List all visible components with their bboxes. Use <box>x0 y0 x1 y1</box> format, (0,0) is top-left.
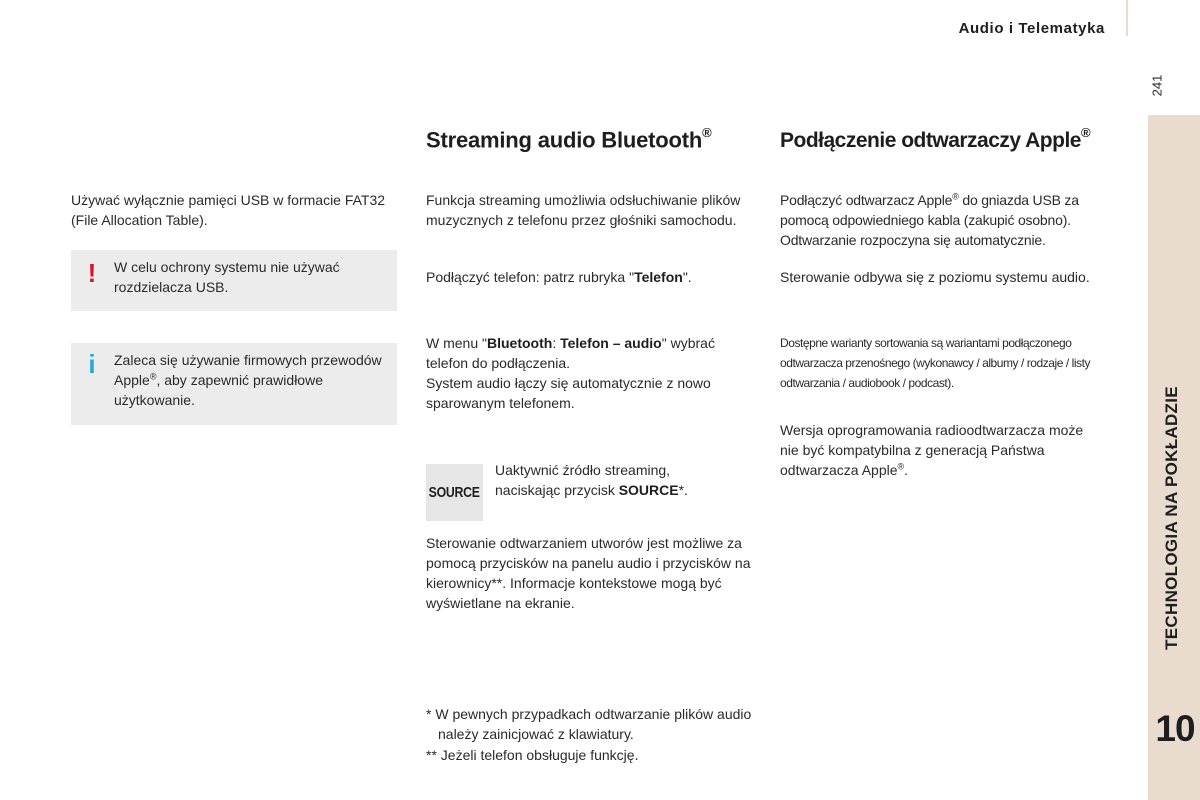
software-compat-text: Wersja oprogramowania radioodtwarzacza może nie być kompatybilna z generacją Państwa odtwarzacza Apple®. <box>780 422 1084 478</box>
sorting-variants-text: Dostępne warianty sortowania są wariantami podłączonego odtwarzacza przenośnego (wykonawcy / albumy / rodzaje / listy odtwarzania / audiobook / podcast). <box>780 336 1091 390</box>
side-tab-label <box>1152 345 1192 690</box>
bluetooth-menu-text: W menu "Bluetooth: Telefon – audio" wybrać telefon do podłączenia. System audio łączy się automatycznie z nowo sparowanym telefonem. <box>426 335 715 411</box>
page-number <box>1147 74 1167 104</box>
page-number-text: 241 <box>1149 74 1165 97</box>
activate-source-text: Uaktywnić źródło streaming, naciskając przycisk SOURCE*. <box>495 462 688 498</box>
audio-system-control-text: Sterowanie odbywa się z poziomu systemu audio. <box>780 269 1090 285</box>
chapter-header-title: Audio i Telematyka <box>958 20 1105 37</box>
info-icon: i <box>88 349 96 379</box>
apple-players-heading: Podłączenie odtwarzaczy Apple® <box>780 125 1091 152</box>
warning-icon: ! <box>87 258 97 288</box>
connect-phone-text: Podłączyć telefon: patrz rubryka "Telefon". <box>426 269 692 285</box>
chapter-number: 10 <box>1155 708 1195 749</box>
warning-box <box>71 250 397 311</box>
header-divider <box>1126 0 1128 36</box>
apple-connect-text: Podłączyć odtwarzacz Apple® do gniazda USB za pomocą odpowiedniego kabla (zakupić osobno). Odtwarzanie rozpoczyna się automatycznie. <box>780 191 1079 248</box>
footnote-phone: ** Jeżeli telefon obsługuje funkcję. <box>426 747 639 763</box>
info-text: Zaleca się używanie firmowych przewodów Apple®, aby zapewnić prawidłowe użytkowanie. <box>114 352 382 408</box>
playback-control-text: Sterowanie odtwarzaniem utworów jest możliwe za pomocą przycisków na panelu audio i przycisków na kierownicy**. Informacje kontekstowe mogą być wyświetlane na ekranie. <box>426 535 751 611</box>
footnote-keyboard: * W pewnych przypadkach odtwarzanie plików audio należy zainicjować z klawiatury. <box>426 706 752 742</box>
streaming-description: Funkcja streaming umożliwia odsłuchiwanie plików muzycznych z telefonu przez głośniki samochodu. <box>426 192 741 228</box>
info-box <box>71 343 397 425</box>
bluetooth-streaming-heading: Streaming audio Bluetooth® <box>426 125 712 153</box>
warning-text: W celu ochrony systemu nie używać rozdzielacza USB. <box>114 259 340 295</box>
auto-connect-text: System audio łączy się automatycznie z nowo sparowanym telefonem. <box>426 375 711 411</box>
side-tab-label-text: TECHNOLOGIA NA POKŁADZIE <box>1162 385 1181 650</box>
source-button-illustration: SOURCE <box>426 464 483 521</box>
usb-format-note: Używać wyłącznie pamięci USB w formacie FAT32 (File Allocation Table). <box>71 192 386 228</box>
